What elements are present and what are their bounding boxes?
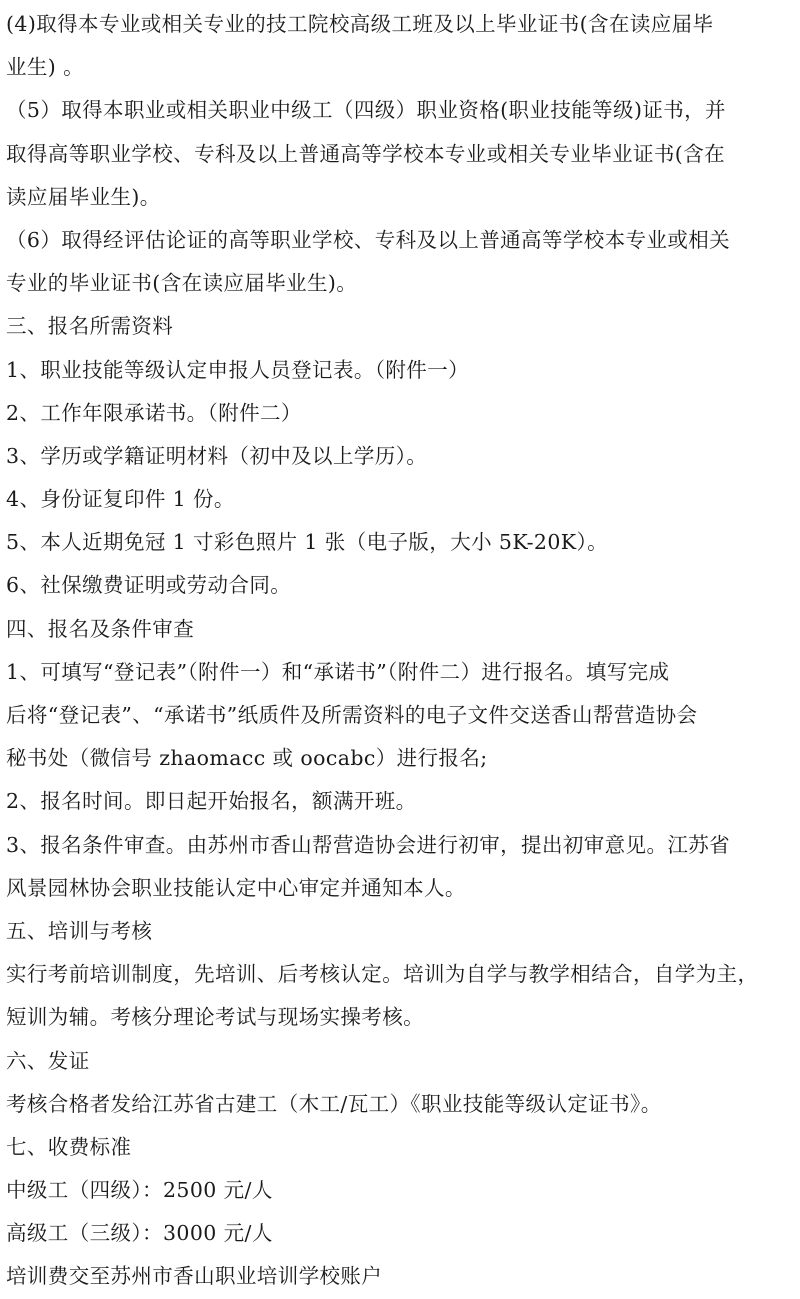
list-item: （5）取得本职业或相关职业中级工（四级）职业资格(职业技能等级)证书，并	[6, 98, 726, 123]
paragraph-line: 实行考前培训制度，先培训、后考核认定。培训为自学与教学相结合，自学为主，	[6, 962, 759, 987]
paragraph-line: 培训费交至苏州市香山职业培训学校账户	[6, 1264, 383, 1289]
list-item: （6）取得经评估论证的高等职业学校、专科及以上普通高等学校本专业或相关	[6, 227, 731, 252]
list-item: 5、本人近期免冠 1 寸彩色照片 1 张（电子版，大小 5K-20K）。	[6, 530, 609, 555]
list-item: 4、身份证复印件 1 份。	[6, 487, 235, 512]
section-heading: 五、培训与考核	[6, 918, 153, 943]
list-item-continuation: 读应届毕业生)。	[6, 184, 161, 209]
list-item: 3、报名条件审查。由苏州市香山帮营造协会进行初审，提出初审意见。江苏省	[6, 832, 731, 857]
section-heading: 六、发证	[6, 1048, 90, 1073]
list-item-continuation: 业生) 。	[6, 55, 85, 80]
fee-item: 中级工（四级）：2500 元/人	[6, 1178, 273, 1203]
section-heading: 四、报名及条件审查	[6, 616, 195, 641]
section-heading: 七、收费标准	[6, 1134, 132, 1159]
list-item-continuation: 取得高等职业学校、专科及以上普通高等学校本专业或相关专业毕业证书(含在	[6, 141, 725, 166]
list-item: 6、社保缴费证明或劳动合同。	[6, 573, 292, 598]
paragraph-line-continuation: 短训为辅。考核分理论考试与现场实操考核。	[6, 1005, 424, 1030]
document-body	[6, 3, 792, 1299]
list-item: 2、工作年限承诺书。（附件二）	[6, 400, 302, 425]
paragraph-line: 考核合格者发给江苏省古建工（木工/瓦工）《职业技能等级认定证书》。	[6, 1091, 662, 1116]
list-item: 1、可填写“登记表”（附件一）和“承诺书”（附件二）进行报名。填写完成	[6, 659, 670, 684]
list-item-continuation: 秘书处（微信号 zhaomacc 或 oocabc）进行报名;	[6, 746, 488, 771]
list-item-continuation: 后将“登记表”、“承诺书”纸质件及所需资料的电子文件交送香山帮营造协会	[6, 703, 698, 727]
list-item: (4)取得本专业或相关专业的技工院校高级工班及以上毕业证书(含在读应届毕	[6, 12, 714, 36]
list-item: 3、学历或学籍证明材料（初中及以上学历）。	[6, 443, 428, 468]
list-item: 2、报名时间。即日起开始报名，额满开班。	[6, 789, 417, 814]
section-heading: 三、报名所需资料	[6, 314, 174, 339]
fee-item: 高级工（三级）：3000 元/人	[6, 1221, 273, 1246]
list-item: 1、职业技能等级认定申报人员登记表。（附件一）	[6, 357, 469, 382]
list-item-continuation: 专业的毕业证书(含在读应届毕业生)。	[6, 271, 358, 296]
list-item-continuation: 风景园林协会职业技能认定中心审定并通知本人。	[6, 875, 466, 900]
